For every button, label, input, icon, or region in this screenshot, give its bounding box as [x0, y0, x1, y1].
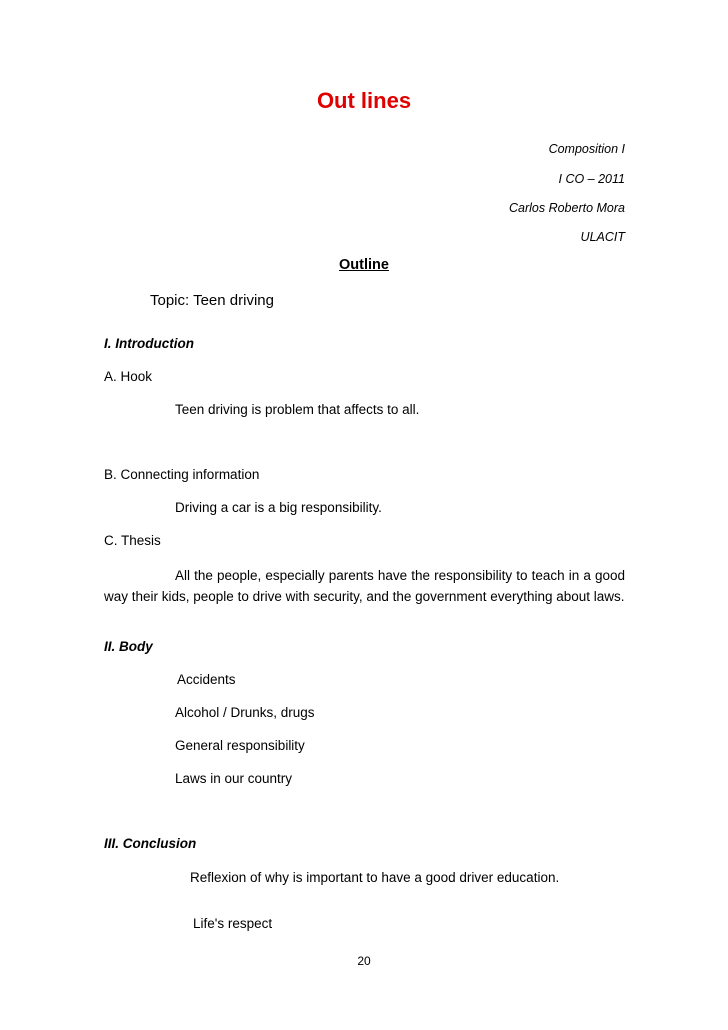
body-item: Laws in our country	[175, 771, 293, 786]
connecting-label: B. Connecting information	[104, 467, 260, 482]
conclusion-heading: III. Conclusion	[104, 836, 197, 851]
body-item: General responsibility	[175, 738, 305, 753]
outline-heading: Outline	[339, 257, 389, 273]
body-heading: II. Body	[104, 639, 153, 654]
connecting-text: Driving a car is a big responsibility.	[175, 500, 382, 515]
author-name: Carlos Roberto Mora	[508, 201, 625, 215]
thesis-text: All the people, especially parents have the responsibility to teach in a good way their kids, people to drive with security, and the government everything about laws.	[104, 568, 625, 604]
document-title: Out lines	[316, 88, 412, 113]
school-name: ULACIT	[580, 230, 625, 244]
conclusion-item: Life's respect	[193, 916, 273, 931]
body-item: Alcohol / Drunks, drugs	[175, 705, 315, 720]
hook-label: A. Hook	[104, 369, 153, 384]
conclusion-item: Reflexion of why is important to have a good driver education.	[190, 870, 560, 885]
hook-text: Teen driving is problem that affects to all.	[175, 402, 420, 417]
thesis-label: C. Thesis	[104, 533, 161, 548]
course-group: I CO – 2011	[558, 172, 625, 186]
page-number: 20	[357, 954, 371, 968]
introduction-heading: I. Introduction	[104, 336, 194, 351]
topic-line: Topic: Teen driving	[150, 292, 274, 309]
body-item: Accidents	[177, 672, 236, 687]
course-name: Composition I	[548, 142, 625, 156]
